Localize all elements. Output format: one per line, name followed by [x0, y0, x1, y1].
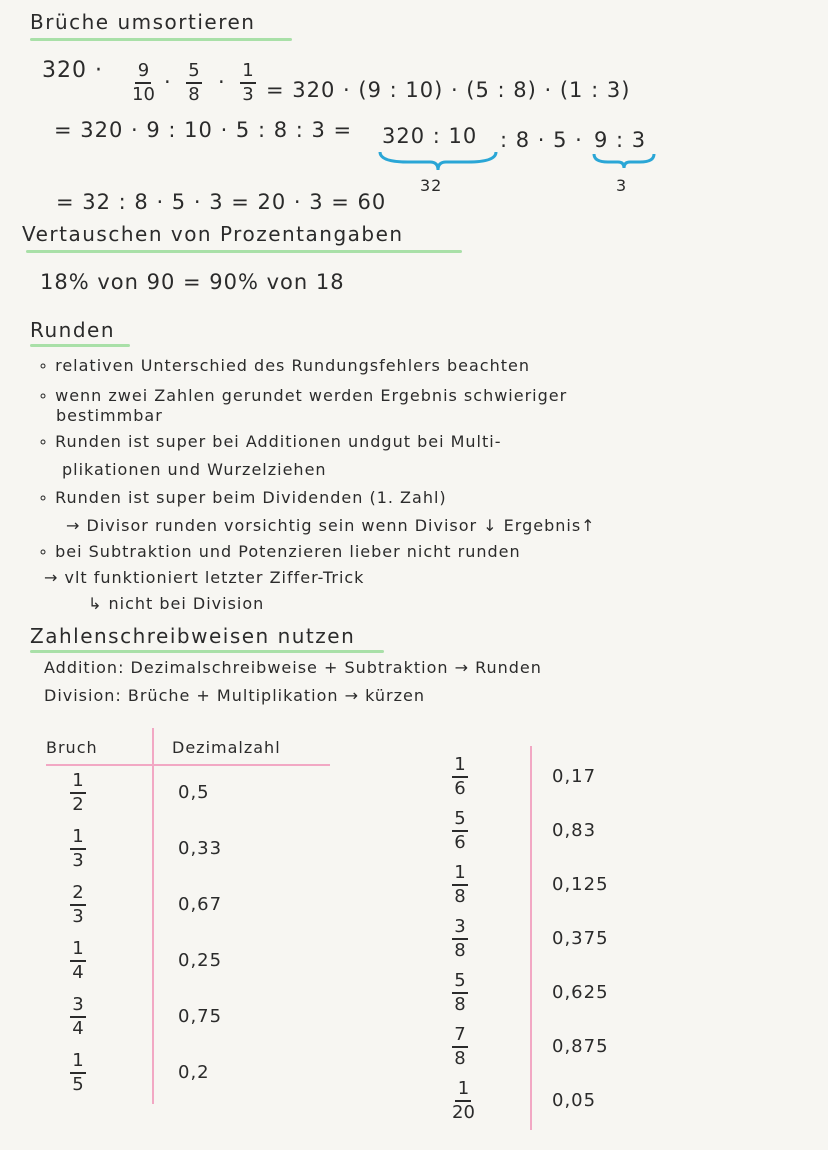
table-decimal: 0,67	[178, 894, 223, 915]
arrow-note-2: ↳ nicht bei Division	[88, 594, 265, 613]
table-decimal: 0,875	[552, 1036, 609, 1057]
eq3: = 32 : 8 · 5 · 3 = 20 · 3 = 60	[56, 190, 387, 214]
bullet-2: ∘ wenn zwei Zahlen gerundet werden Ergebnis schwieriger	[38, 386, 568, 405]
table-fraction: 5 6	[452, 810, 468, 852]
bullet-4-sub: → Divisor runden vorsichtig sein wenn Divisor ↓ Ergebnis↑	[66, 516, 596, 535]
heading-runden: Runden	[30, 318, 116, 342]
dot: ·	[218, 70, 226, 94]
table-decimal: 0,625	[552, 982, 609, 1003]
table-decimal: 0,83	[552, 820, 597, 841]
table-decimal: 0,5	[178, 782, 210, 803]
table-decimal: 0,2	[178, 1062, 210, 1083]
eq2-start: = 320 · 9 : 10 · 5 : 8 : 3 =	[54, 118, 353, 142]
table-decimal: 0,17	[552, 766, 597, 787]
table-fraction: 7 8	[452, 1026, 468, 1068]
table-fraction: 1 4	[70, 940, 86, 982]
eq2-group1: 320 : 10	[382, 124, 478, 148]
table-header-dezimalzahl: Dezimalzahl	[172, 738, 281, 757]
fraction-5-8: 5 8	[186, 62, 202, 104]
table-decimal: 0,33	[178, 838, 223, 859]
table-fraction: 1 20	[452, 1078, 475, 1123]
heading-underline	[26, 250, 462, 253]
table-decimal: 0,75	[178, 1006, 223, 1027]
table-header-rule	[46, 764, 330, 766]
brace-icon	[378, 148, 498, 172]
brace-icon	[592, 150, 656, 170]
bullet-3: ∘ Runden ist super bei Additionen undgut bei Multi-	[38, 432, 502, 451]
table-fraction: 3 4	[70, 996, 86, 1038]
percent-swap: 18% von 90 = 90% von 18	[40, 270, 345, 294]
heading-brueche-umsortieren: Brüche umsortieren	[30, 10, 256, 34]
fraction-9-10: 9 10	[132, 60, 155, 105]
table-decimal: 0,05	[552, 1090, 597, 1111]
brace-label-3: 3	[616, 176, 628, 195]
brace-label-32: 32	[420, 176, 443, 195]
heading-underline	[30, 38, 292, 41]
heading-zahlenschreibweisen: Zahlenschreibweisen nutzen	[30, 624, 356, 648]
table-fraction: 1 6	[452, 756, 468, 798]
table-decimal: 0,125	[552, 874, 609, 895]
bullet-1: ∘ relativen Unterschied des Rundungsfehlers beachten	[38, 356, 530, 375]
addition-line: Addition: Dezimalschreibweise + Subtraktion → Runden	[44, 658, 542, 677]
heading-underline	[30, 344, 130, 347]
table-fraction: 1 8	[452, 864, 468, 906]
bullet-3-cont: plikationen und Wurzelziehen	[62, 460, 327, 479]
table-decimal: 0,25	[178, 950, 223, 971]
bullet-2-cont: bestimmbar	[56, 406, 163, 425]
bullet-5: ∘ bei Subtraktion und Potenzieren lieber nicht runden	[38, 542, 521, 561]
table-fraction: 3 8	[452, 918, 468, 960]
eq2-middle: : 8 · 5 ·	[500, 128, 583, 152]
table-decimal: 0,375	[552, 928, 609, 949]
table-fraction: 1 3	[70, 828, 86, 870]
arrow-note-1: → vlt funktioniert letzter Ziffer-Trick	[44, 568, 365, 587]
table-fraction: 5 8	[452, 972, 468, 1014]
table-fraction: 1 2	[70, 772, 86, 814]
dot: ·	[164, 70, 172, 94]
table-divider-left	[152, 728, 154, 1104]
fraction-1-3: 1 3	[240, 62, 256, 104]
heading-underline	[30, 650, 384, 653]
heading-vertauschen: Vertauschen von Prozentangaben	[22, 222, 404, 246]
table-fraction: 2 3	[70, 884, 86, 926]
table-divider-right	[530, 746, 532, 1130]
table-fraction: 1 5	[70, 1052, 86, 1094]
eq2-group2: 9 : 3	[594, 128, 647, 152]
division-line: Division: Brüche + Multiplikation → kürzen	[44, 686, 425, 705]
eq1-start: 320 ·	[42, 58, 103, 83]
table-header-bruch: Bruch	[46, 738, 98, 757]
eq1-rest: = 320 · (9 : 10) · (5 : 8) · (1 : 3)	[266, 78, 631, 102]
bullet-4: ∘ Runden ist super beim Dividenden (1. Zahl)	[38, 488, 447, 507]
